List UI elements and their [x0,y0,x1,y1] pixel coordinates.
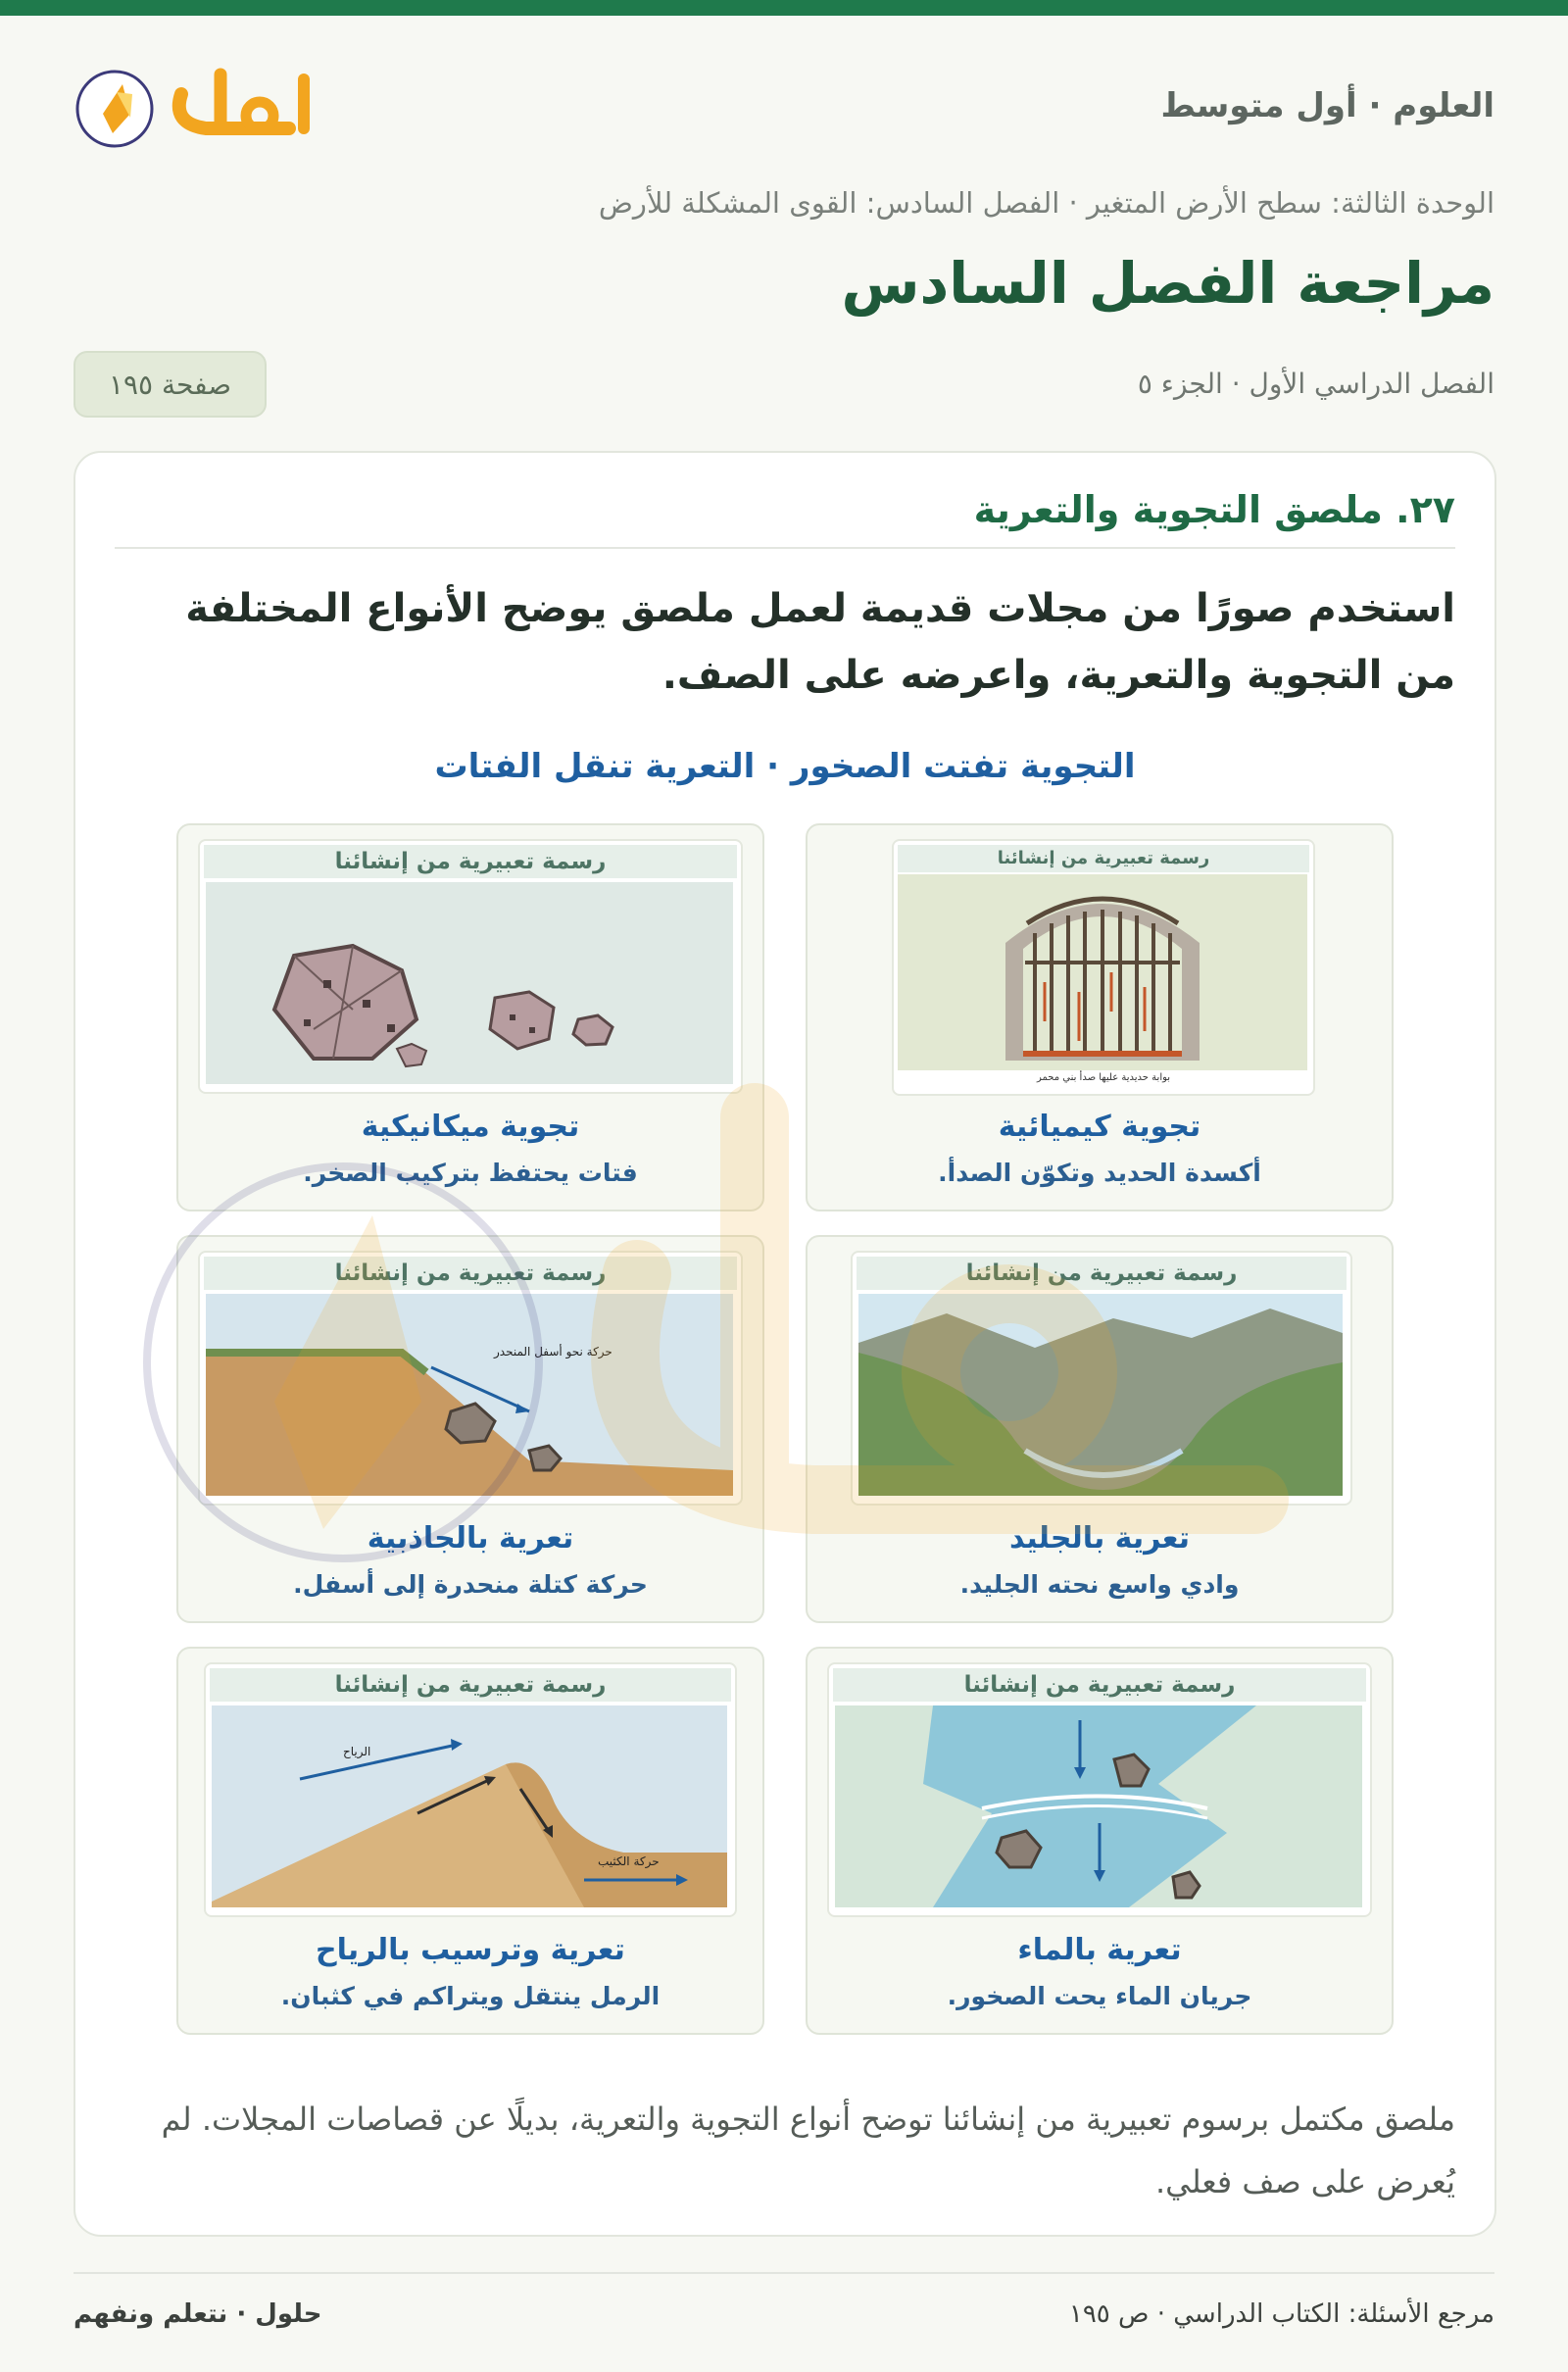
question-text: استخدم صورًا من مجلات قديمة لعمل ملصق يوضح الأنواع المختلفة من التجوية والتعرية، واعرضه على الصف. [185,586,1455,698]
poster-tile-glacier [806,1235,1394,1623]
illustration-frame [892,839,1315,1096]
illustration-banner: رسمة تعبيرية من إنشائنا [898,845,1309,872]
illustration-banner: رسمة تعبيرية من إنشائنا [204,1257,737,1290]
question-title: ٢٧. ملصق التجوية والتعرية [973,488,1455,531]
tile-title: تجوية كيميائية [998,1110,1201,1144]
illustration-banner: رسمة تعبيرية من إنشائنا [210,1668,731,1702]
tile-title: تعرية وترسيب بالرياح [316,1933,625,1967]
poster-tile-chemical [806,823,1394,1211]
landslide-illustration [206,1294,733,1496]
page-badge: صفحة ١٩٥ [74,351,267,418]
poster-tile-water [806,1647,1394,2035]
tile-subtitle: فتات يحتفظ بتركيب الصخر. [303,1159,638,1187]
hulool-logo[interactable] [74,55,328,163]
illustration-frame [204,1662,737,1917]
subject-label: العلوم · أول متوسط [1160,86,1494,125]
divider [115,547,1455,549]
illustration-banner: رسمة تعبيرية من إنشائنا [857,1257,1347,1290]
broken-rocks-illustration [206,882,733,1084]
tile-title: تجوية ميكانيكية [361,1110,580,1144]
tile-title: تعرية بالجاذبية [367,1521,574,1556]
poster-heading: التجوية تفتت الصخور · التعرية تنقل الفتات [434,747,1136,786]
illustration-frame [198,1251,743,1506]
page-header [74,47,1494,165]
tile-title: تعرية بالجليد [1009,1521,1190,1556]
wind-label: الرياح [343,1745,371,1758]
glacial-valley-illustration [858,1294,1343,1496]
illustration-frame [851,1251,1352,1506]
sand-dune-illustration [212,1705,727,1907]
tile-subtitle: أكسدة الحديد وتكوّن الصدأ. [938,1159,1261,1187]
poster-tile-wind [176,1647,764,2035]
tile-subtitle: وادي واسع نحته الجليد. [959,1570,1240,1599]
poster-tile-mechanical [176,823,764,1211]
breadcrumb: الوحدة الثالثة: سطح الأرض المتغير · الفصل السادس: القوى المشكلة للأرض [598,186,1494,220]
illustration-banner: رسمة تعبيرية من إنشائنا [833,1668,1366,1702]
dune-label: حركة الكثيب [598,1854,660,1868]
top-accent-bar [0,0,1568,16]
illustration-frame [827,1662,1372,1917]
illustration-banner: رسمة تعبيرية من إنشائنا [204,845,737,878]
illustration-frame [198,839,743,1094]
answer-text: ملصق مكتمل برسوم تعبيرية من إنشائنا توضح أنواع التجوية والتعرية، بديلًا عن قصاصات المجلات. لم يُعرض على صف فعلي. [161,2100,1455,2200]
gate-caption: بوابة حديدية عليها صدأ بني محمر [1036,1072,1171,1083]
river-illustration [835,1705,1362,1907]
tile-subtitle: جريان الماء يحت الصخور. [947,1982,1252,2010]
footer-reference: مرجع الأسئلة: الكتاب الدراسي · ص ١٩٥ [1068,2299,1494,2329]
semester-meta: الفصل الدراسي الأول · الجزء ٥ [1137,368,1494,400]
slope-label: حركة نحو أسفل المنحدر [494,1345,612,1359]
poster-tile-gravity [176,1235,764,1623]
tile-subtitle: حركة كتلة منحدرة إلى أسفل. [293,1570,648,1599]
tile-subtitle: الرمل ينتقل ويتراكم في كثبان. [280,1982,661,2010]
rusty-gate-illustration [898,874,1307,1070]
footer-brand: حلول · نتعلم ونفهم [74,2299,322,2329]
question-card [74,451,1496,2237]
tile-title: تعرية بالماء [1017,1933,1182,1967]
page-title: مراجعة الفصل السادس [841,250,1494,317]
footer-divider [74,2272,1494,2274]
